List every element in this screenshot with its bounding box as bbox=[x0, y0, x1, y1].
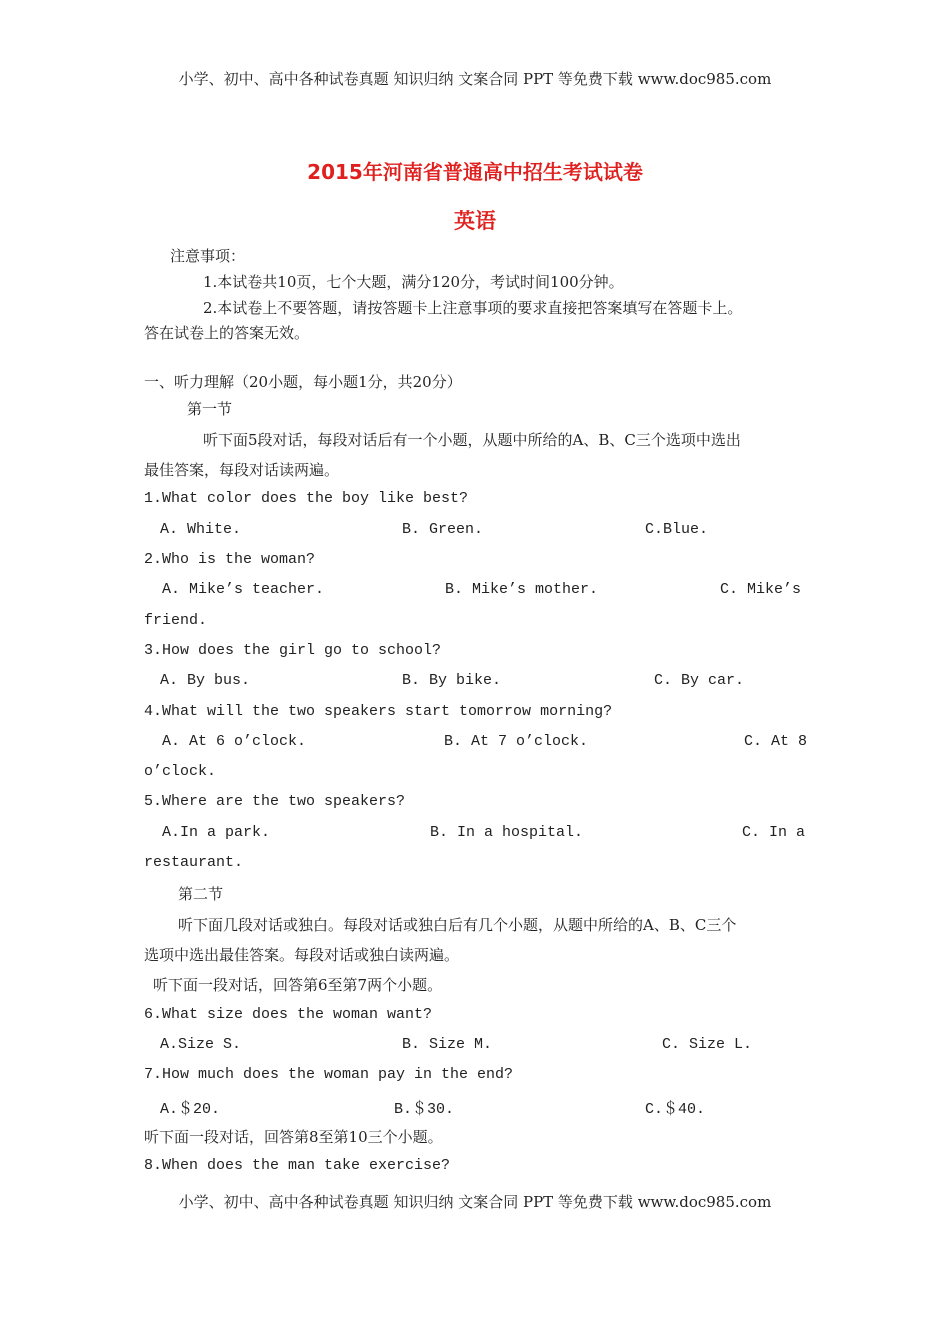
question-3: 3.How does the girl go to school? bbox=[144, 642, 442, 659]
question-4: 4.What will the two speakers start tomorrow morning? bbox=[144, 703, 613, 720]
q5-option-a: A.In a park. bbox=[162, 824, 271, 841]
q4-option-c: C. At 8 bbox=[744, 733, 808, 750]
question-5: 5.Where are the two speakers? bbox=[144, 793, 406, 810]
q2-option-c-cont: friend. bbox=[144, 612, 208, 629]
q6-option-a: A.Size S. bbox=[160, 1036, 242, 1053]
notice-item-2: 2.本试卷上不要答题，请按答题卡上注意事项的要求直接把答案填写在答题卡上。 bbox=[203, 299, 743, 317]
question-7: 7.How much does the woman pay in the end? bbox=[144, 1066, 514, 1083]
q2-option-b: B. Mike’s mother. bbox=[445, 581, 599, 598]
q1-option-b: B. Green. bbox=[402, 521, 484, 538]
part-1-instructions: 听下面5段对话，每段对话后有一个小题，从题中所给的A、B、C三个选项中选出 bbox=[203, 431, 741, 449]
q7-option-b: B.＄30. bbox=[394, 1101, 455, 1118]
q5-option-c: C. In a bbox=[742, 824, 806, 841]
q2-option-a: A. Mike’s teacher. bbox=[162, 581, 325, 598]
q3-option-a: A. By bus. bbox=[160, 672, 251, 689]
part-1-instructions-cont: 最佳答案，每段对话读两遍。 bbox=[144, 461, 340, 479]
q2-option-c: C. Mike’s bbox=[720, 581, 802, 598]
part-2-label: 第二节 bbox=[178, 885, 224, 903]
q4-option-c-cont: o’clock. bbox=[144, 763, 217, 780]
q3-option-c: C. By car. bbox=[654, 672, 745, 689]
part-2-instructions-cont: 选项中选出最佳答案。每段对话或独白读两遍。 bbox=[144, 946, 460, 964]
q1-option-a: A. White. bbox=[160, 521, 242, 538]
group-2-instructions: 听下面一段对话，回答第8至第10三个小题。 bbox=[144, 1128, 443, 1146]
q4-option-b: B. At 7 o’clock. bbox=[444, 733, 589, 750]
subject-title: 英语 bbox=[454, 209, 496, 233]
q4-option-a: A. At 6 o’clock. bbox=[162, 733, 307, 750]
question-1: 1.What color does the boy like best? bbox=[144, 490, 469, 507]
page-header: 小学、初中、高中各种试卷真题 知识归纳 文案合同 PPT 等免费下载 www.doc985.com bbox=[178, 70, 772, 88]
page-footer: 小学、初中、高中各种试卷真题 知识归纳 文案合同 PPT 等免费下载 www.doc985.com bbox=[178, 1193, 772, 1211]
question-8: 8.When does the man take exercise? bbox=[144, 1157, 451, 1174]
notice-item-2-cont: 答在试卷上的答案无效。 bbox=[144, 324, 310, 342]
exam-title: 2015年河南省普通高中招生考试试卷 bbox=[307, 160, 643, 184]
q5-option-b: B. In a hospital. bbox=[430, 824, 584, 841]
q1-option-c: C.Blue. bbox=[645, 521, 709, 538]
q5-option-c-cont: restaurant. bbox=[144, 854, 244, 871]
q7-option-a: A.＄20. bbox=[160, 1101, 221, 1118]
section-heading: 一、听力理解（20小题，每小题1分，共20分） bbox=[144, 373, 462, 391]
question-2: 2.Who is the woman? bbox=[144, 551, 316, 568]
q3-option-b: B. By bike. bbox=[402, 672, 502, 689]
notice-item-1: 1.本试卷共10页，七个大题，满分120分，考试时间100分钟。 bbox=[203, 273, 624, 291]
notice-heading: 注意事项： bbox=[170, 247, 246, 265]
q6-option-c: C. Size L. bbox=[662, 1036, 753, 1053]
part-2-instructions: 听下面几段对话或独白。每段对话或独白后有几个小题，从题中所给的A、B、C三个 bbox=[178, 916, 737, 934]
question-6: 6.What size does the woman want? bbox=[144, 1006, 433, 1023]
q7-option-c: C.＄40. bbox=[645, 1101, 706, 1118]
part-1-label: 第一节 bbox=[187, 400, 233, 418]
group-1-instructions: 听下面一段对话，回答第6至第7两个小题。 bbox=[153, 976, 443, 994]
q6-option-b: B. Size M. bbox=[402, 1036, 493, 1053]
